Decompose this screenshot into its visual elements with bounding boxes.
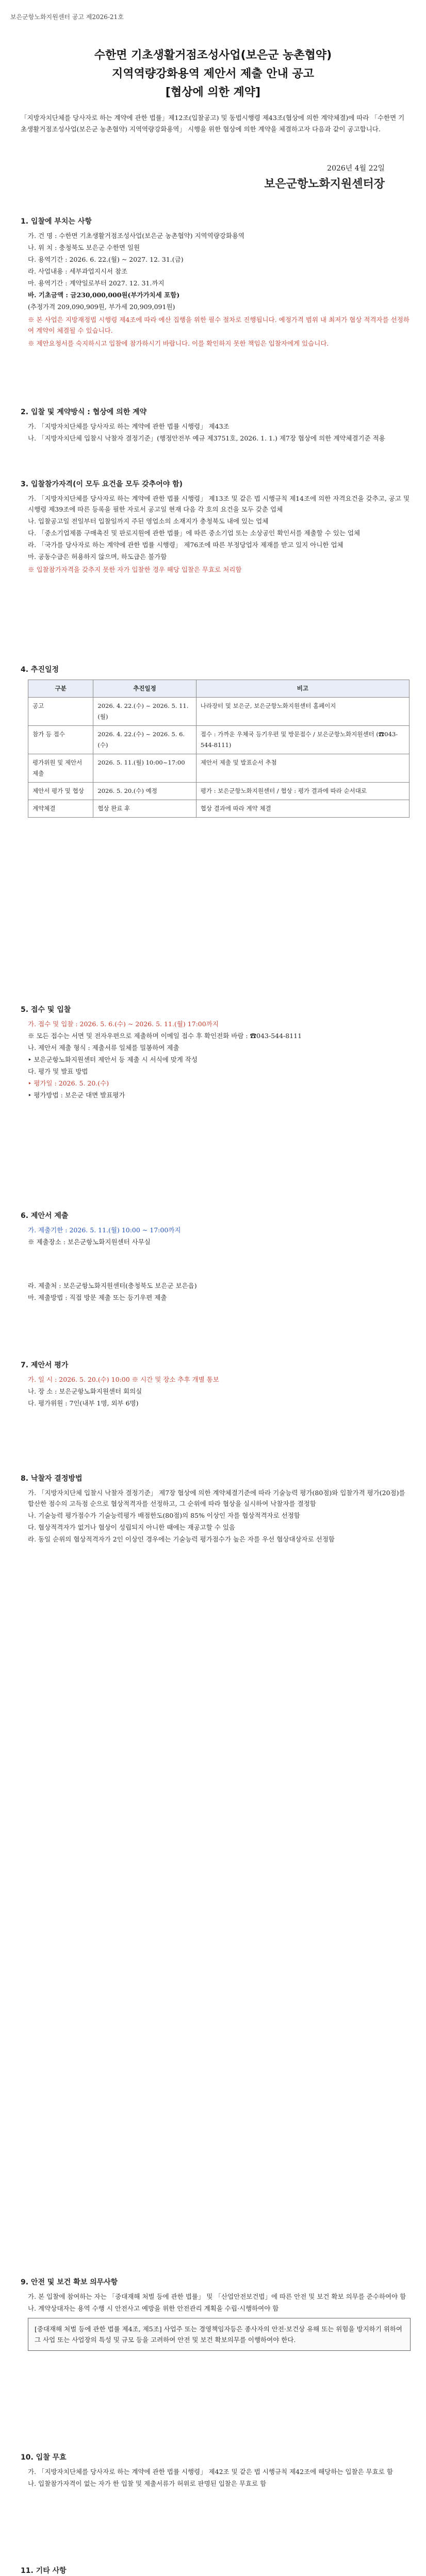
section-9 (21, 2277, 413, 2355)
section-7-item: 다. 평가위원 : 7인(내부 1명, 외부 6명) (28, 1399, 139, 1407)
schedule-cell: 협상 완료 후 (93, 800, 196, 818)
schedule-header: 비고 (196, 680, 409, 698)
section-6-item: ※ 제출장소 : 보은군항노화지원센터 사무실 (28, 1238, 151, 1246)
section-3-item: 가. 「지방자치단체를 당사자로 하는 계약에 관한 법률 시행령」 제13조 및 같은 법 시행규칙 제14조에 의한 자격요건을 갖추고, 공고 및 시행령 제39조에 따른 등록을 필한 자로서 공고일 현재 다음 각 호의 요건을 모두 갖춘 업체 (28, 495, 410, 513)
table-row (28, 726, 409, 754)
section-6 (21, 1211, 413, 1304)
section-7-heading: 7. 제안서 평가 (21, 1361, 69, 1369)
section-2-item: 나. 「지방자치단체 입찰시 낙찰자 결정기준」(행정안전부 예규 제3751호, 2026. 1. 1.) 제7장 협상에 의한 계약체결기준 적용 (28, 434, 385, 442)
section-3 (21, 479, 413, 577)
section-8-item: 다. 협상적격자가 없거나 협상이 성립되지 아니한 때에는 재공고할 수 있음 (28, 1523, 235, 1531)
section-7 (21, 1360, 413, 1410)
notice-date: 2026년 4월 22일 (327, 164, 385, 173)
table-row (28, 783, 409, 800)
section-10 (21, 2452, 413, 2490)
section-1-item: 라. 사업내용 : 세부과업지시서 참조 (28, 267, 128, 275)
section-11-heading: 11. 기타 사항 (21, 2567, 67, 2575)
section-5-item: 나. 제안서 제출 형식 : 제출서류 일체를 밀봉하여 제출 (28, 1044, 179, 1052)
schedule-cell: 공고 (28, 698, 93, 726)
section-3-item: 나. 입찰공고일 전일부터 입찰일까지 주된 영업소의 소재지가 충청북도 내에 있는 업체 (28, 517, 269, 525)
section-3-item: 라. 「국가를 당사자로 하는 계약에 관한 법률 시행령」 제76조에 따른 부정당업자 제재를 받고 있지 아니한 업체 (28, 541, 343, 549)
document-number: 보은군항노화지원센터 공고 제2026-21호 (10, 13, 124, 21)
section-8-item: 가. 「지방자치단체 입찰시 낙찰자 결정기준」 제7장 협상에 의한 계약체결기준에 따라 기술능력 평가(80점)와 입찰가격 평가(20점)를 합산한 점수의 고득점 순으로 협상적격자를 선정하고, 그 순위에 따라 협상을 실시하여 낙찰자를 결정함 (28, 1489, 405, 1507)
schedule-table (28, 680, 409, 818)
notice-title-line-3: [협상에 의한 계약] (165, 86, 261, 99)
section-1-item: 마. 용역기간 : 계약일로부터 2027. 12. 31.까지 (28, 279, 165, 287)
section-3-item: 마. 공동수급은 허용하지 않으며, 하도급은 불가함 (28, 553, 167, 561)
section-5-item: ‣ 평가일 : 2026. 5. 20.(수) (28, 1079, 109, 1087)
table-row (28, 754, 409, 783)
section-4 (21, 665, 413, 818)
section-9-item: 나. 계약상대자는 용역 수행 시 안전사고 예방을 위한 안전관리 계획을 수립·시행하여야 함 (28, 2304, 279, 2312)
section-1-item: 가. 건 명 : 수한면 기초생활거점조성사업(보은군 농촌협약) 지역역량강화용역 (28, 232, 245, 240)
section-10-heading: 10. 입찰 무효 (21, 2453, 67, 2462)
section-1-item: 나. 위 치 : 충청북도 보은군 수한면 일원 (28, 244, 140, 251)
section-2-heading: 2. 입찰 및 계약방식 : 협상에 의한 계약 (21, 408, 147, 416)
table-row (28, 800, 409, 818)
section-9-item: 가. 본 입찰에 참여하는 자는 「중대재해 처벌 등에 관한 법률」 및 「산업안전보건법」에 따른 안전 및 보건 확보 의무를 준수하여야 함 (28, 2293, 406, 2300)
section-5-heading: 5. 접수 및 입찰 (21, 1006, 71, 1014)
section-5-item: ※ 모든 접수는 서면 및 전자우편으로 제출하며 이메일 접수 후 확인전화 바람 : ☎043-544-8111 (28, 1032, 302, 1040)
section-1-note: ※ 본 사업은 지방재정법 시행령 제4조에 따라 예산 집행을 위한 필수 절차로 진행됩니다. 예정가격 범위 내 최저가 협상 적격자를 선정하여 계약이 체결될 수 있습니다. (28, 316, 409, 334)
section-11 (21, 2566, 413, 2576)
section-2 (21, 407, 413, 445)
section-8 (21, 1473, 413, 1546)
section-9-heading: 9. 안전 및 보건 확보 의무사항 (21, 2278, 118, 2286)
law-excerpt-box: [중대재해 처벌 등에 관한 법률 제4조, 제5조] 사업주 또는 경영책임자등은 종사자의 안전·보건상 유해 또는 위험을 방지하기 위하여 그 사업 또는 사업장의 특성 및 규모 등을 고려하여 안전 및 보건 확보의무를 이행하여야 한다. (28, 2318, 411, 2351)
section-1-note: ※ 제안요청서를 숙지하시고 입찰에 참가하시기 바랍니다. 이를 확인하지 못한 책임은 입찰자에게 있습니다. (28, 340, 329, 347)
schedule-header: 추진일정 (93, 680, 196, 698)
schedule-cell: 2026. 5. 11.(월) 10:00~17:00 (93, 754, 196, 783)
section-1 (21, 216, 413, 351)
section-1-item: (추정가격 209,090,909원, 부가세 20,909,091원) (28, 303, 175, 311)
section-10-item: 나. 입찰참가자격이 없는 자가 한 입찰 및 제출서류가 허위로 판명된 입찰은 무효로 함 (28, 2480, 267, 2487)
section-1-item: 바. 기초금액 : 금230,000,000원(부가가치세 포함) (28, 291, 180, 299)
section-7-item: 가. 일 시 : 2026. 5. 20.(수) 10:00 ※ 시간 및 장소 추후 개별 통보 (28, 1376, 219, 1383)
schedule-cell: 협상 결과에 따라 계약 체결 (196, 800, 409, 818)
section-2-item: 가. 「지방자치단체를 당사자로 하는 계약에 관한 법률 시행령」 제43조 (28, 422, 230, 430)
section-6-item: 가. 제출기한 : 2026. 5. 11.(월) 10:00 ~ 17:00까지 (28, 1226, 181, 1234)
section-3-heading: 3. 입찰참가자격(이 모두 요건을 모두 갖추어야 함) (21, 480, 183, 488)
section-5-item: ‣ 평가방법 : 보은군 대면 발표평가 (28, 1091, 125, 1099)
schedule-cell: 2026. 5. 20.(수) 예정 (93, 783, 196, 800)
section-8-item: 나. 기술능력 평가점수가 기술능력평가 배점한도(80점)의 85% 이상인 자를 협상적격자로 선정함 (28, 1512, 300, 1519)
schedule-cell: 제안서 제출 및 발표순서 추첨 (196, 754, 409, 783)
section-1-item: 다. 용역기간 : 2026. 6. 22.(월) ~ 2027. 12. 31.(금) (28, 256, 184, 263)
section-8-item: 라. 동일 순위의 협상적격자가 2인 이상인 경우에는 기술능력 평가점수가 높은 자를 우선 협상대상자로 선정함 (28, 1535, 335, 1543)
notice-title-line-1: 수한면 기초생활거점조성사업(보은군 농촌협약) (94, 49, 332, 62)
section-6-item: 마. 제출방법 : 직접 방문 제출 또는 등기우편 제출 (28, 1294, 167, 1301)
section-5-item: 다. 평가 및 발표 방법 (28, 1067, 88, 1075)
section-10-item: 가. 「지방자치단체를 당사자로 하는 계약에 관한 법률 시행령」 제42조 및 같은 법 시행규칙 제42조에 해당하는 입찰은 무효로 함 (28, 2468, 393, 2476)
section-3-note: ※ 입찰참가자격을 갖추지 못한 자가 입찰한 경우 해당 입찰은 무효로 처리함 (28, 566, 242, 573)
section-7-item: 나. 장 소 : 보은군항노화지원센터 회의실 (28, 1387, 142, 1395)
schedule-cell: 참가 등 접수 (28, 726, 93, 754)
section-5 (21, 1005, 413, 1101)
table-row (28, 698, 409, 726)
schedule-cell: 제안서 평가 및 협상 (28, 783, 93, 800)
section-5-item: ‣ 보은군항노화지원센터 제안서 등 제출 시 서식에 맞게 작성 (28, 1056, 198, 1063)
schedule-cell: 2026. 4. 22.(수) ~ 2026. 5. 11.(월) (93, 698, 196, 726)
section-6-item: 라. 제출처 : 보은군항노화지원센터(충청북도 보은군 보은읍) (28, 1282, 197, 1290)
schedule-cell: 평가 : 보은군항노화지원센터 / 협상 : 평가 결과에 따라 순서대로 (196, 783, 409, 800)
issuer-name: 보은군항노화지원센터장 (264, 178, 385, 191)
schedule-cell: 접수 : 가까운 우체국 등기우편 및 방문접수 / 보은군항노화지원센터 (☎043-544-8111) (196, 726, 409, 754)
schedule-cell: 2026. 4. 22.(수) ~ 2026. 5. 6.(수) (93, 726, 196, 754)
section-5-item: 가. 접수 및 입찰 : 2026. 5. 6.(수) ~ 2026. 5. 11.(월) 17:00까지 (28, 1020, 219, 1028)
section-8-heading: 8. 낙찰자 결정방법 (21, 1475, 83, 1483)
schedule-header: 구분 (28, 680, 93, 698)
intro-paragraph: 「지방자치단체를 당사자로 하는 계약에 관한 법률」제12조(입찰공고) 및 동법시행령 제43조(협상에 의한 계약체결)에 따라 「수한면 기초생활거점조성사업(보은군 농촌협약) 지역역량강화용역」 시행을 위한 협상에 의한 계약을 체결하고자 다음과 같이 공고합니다. (21, 114, 405, 133)
section-3-item: 다. 「중소기업제품 구매촉진 및 판로지원에 관한 법률」에 따른 중소기업 또는 소상공인 확인서를 제출할 수 있는 업체 (28, 529, 361, 537)
section-4-heading: 4. 추진일정 (21, 666, 59, 674)
section-6-heading: 6. 제안서 제출 (21, 1212, 69, 1220)
schedule-cell: 계약체결 (28, 800, 93, 818)
section-1-heading: 1. 입찰에 부치는 사항 (21, 217, 92, 226)
schedule-cell: 평가위원 및 제안서 제출 (28, 754, 93, 783)
schedule-cell: 나라장터 및 보은군, 보은군항노화지원센터 홈페이지 (196, 698, 409, 726)
notice-title-line-2: 지역역량강화용역 제안서 제출 안내 공고 (112, 67, 314, 80)
